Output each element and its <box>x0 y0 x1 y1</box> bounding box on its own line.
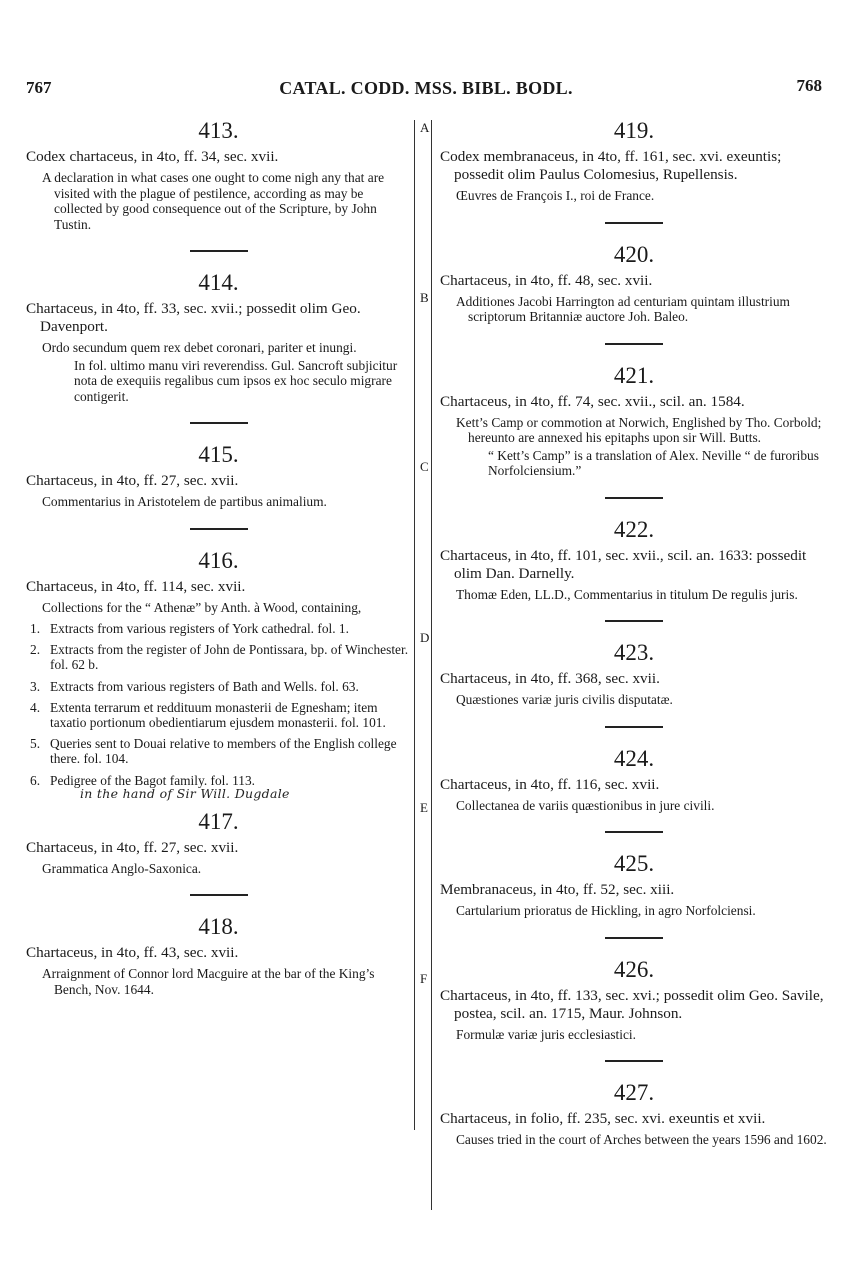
item-number: 1. <box>30 621 41 636</box>
entry-415 <box>26 442 411 510</box>
entry-description: Codex chartaceus, in 4to, ff. 34, sec. xvii. <box>26 148 279 165</box>
entry-separator <box>190 250 248 252</box>
entry-description: Chartaceus, in 4to, ff. 114, sec. xvii. <box>26 577 246 595</box>
entry-number: 424. <box>613 745 655 771</box>
margin-marker-c: C <box>420 459 429 474</box>
item-number: 2. <box>30 642 41 658</box>
entry-422 <box>440 517 828 603</box>
entry-separator <box>605 343 663 345</box>
entry-423 <box>440 640 828 708</box>
entry-description: Chartaceus, in 4to, ff. 33, sec. xvii.; possedit olim Geo. Davenport. <box>26 300 361 335</box>
running-head <box>26 78 826 104</box>
item-text: Extracts from various registers of York cathedral. fol. 1. <box>50 621 349 636</box>
entry-description: Chartaceus, in 4to, ff. 368, sec. xvii. <box>440 670 660 687</box>
margin-marker-a: A <box>420 120 430 135</box>
entry-content: Œuvres de François I., roi de France. <box>456 188 655 203</box>
handwritten-annotation: in the hand of Sir Will. Dugdale <box>80 785 290 801</box>
entry-number: 420. <box>613 241 655 267</box>
entry-content: Grammatica Anglo-Saxonica. <box>42 860 202 876</box>
item-number: 6. <box>30 772 41 788</box>
entry-note: In fol. ultimo manu viri reverendiss. Gul. Sancroft subjicitur nota de exequiis regalibus cum ipsos ex hoc seculo migrare contigerit. <box>74 357 398 404</box>
item-text: Extracts from various registers of Bath and Wells. fol. 63. <box>50 678 359 694</box>
entry-separator <box>190 422 248 424</box>
entry-421 <box>440 363 828 479</box>
entry-description: Chartaceus, in 4to, ff. 27, sec. xvii. <box>26 472 239 489</box>
entry-content: Kett’s Camp or commotion at Norwich, Englished by Tho. Corbold; hereunto are annexed his epitaphs upon sir Will. Butts. <box>456 414 822 445</box>
entry-content: Additiones Jacobi Harrington ad centuriam quintam illustrium scriptorum Britanniæ auctore Joh. Baleo. <box>456 293 790 324</box>
entry-separator <box>190 528 248 530</box>
entry-content: Collections for the “ Athenæ” by Anth. à Wood, containing, <box>42 599 362 615</box>
entry-414 <box>26 270 411 404</box>
entry-number: 418. <box>198 914 239 940</box>
entry-number: 417. <box>198 808 239 834</box>
entry-number: 416. <box>198 547 239 573</box>
entry-content: Cartularium prioratus de Hickling, in agro Norfolciensi. <box>456 903 756 918</box>
entry-number: 413. <box>198 118 239 143</box>
entry-418 <box>26 914 411 997</box>
item-text: Extenta terrarum et reddituum monasterii de Egnesham; item taxatio portionum obedientiarum ejusdem monasterii. fol. 101. <box>50 699 386 731</box>
entry-separator <box>605 497 663 499</box>
entry-content: Ordo secundum quem rex debet coronari, pariter et inungi. <box>42 340 357 355</box>
list-item <box>26 700 411 730</box>
entry-separator <box>190 894 248 896</box>
entry-number: 427. <box>613 1080 655 1105</box>
entry-content: Formulæ variæ juris ecclesiastici. <box>456 1026 636 1042</box>
entry-description: Chartaceus, in 4to, ff. 48, sec. xvii. <box>440 271 653 289</box>
entry-content: Causes tried in the court of Arches between the years 1596 and 1602. <box>456 1132 827 1147</box>
list-item <box>26 642 411 672</box>
entry-416 <box>26 548 411 801</box>
item-text: Queries sent to Douai relative to members of the English college there. fol. 104. <box>50 736 397 767</box>
margin-marker-d: D <box>420 630 430 645</box>
entry-number: 423. <box>613 640 655 665</box>
entry-number: 422. <box>613 516 655 542</box>
item-text: Pedigree of the Bagot family. fol. 113. <box>50 772 256 788</box>
item-number: 3. <box>30 678 41 694</box>
left-column <box>26 118 411 997</box>
margin-marker-f: F <box>420 971 428 986</box>
entry-427 <box>440 1080 828 1148</box>
left-page-number: 767 <box>26 78 52 97</box>
right-page-number: 768 <box>796 76 822 95</box>
catalogue-title: CATAL. CODD. MSS. BIBL. BODL. <box>279 78 573 98</box>
entry-content: A declaration in what cases one ought to come nigh any that are visited with the plague of pestilence, according as may be collected by good consequence out of the Scripture, by John Tustin. <box>42 170 385 232</box>
entry-description: Chartaceus, in 4to, ff. 133, sec. xvi.; possedit olim Geo. Savile, postea, scil. an. 1715, Maur. Johnson. <box>440 986 824 1022</box>
list-item <box>26 736 411 766</box>
entry-number: 421. <box>613 362 655 388</box>
entry-number: 426. <box>613 956 655 982</box>
entry-note: “ Kett’s Camp” is a translation of Alex. Neville “ de furoribus Norfolciensium.” <box>488 447 819 478</box>
entry-417 <box>26 809 411 877</box>
entry-description: Chartaceus, in 4to, ff. 74, sec. xvii., scil. an. 1584. <box>440 392 745 410</box>
entry-content: Quæstiones variæ juris civilis disputatæ. <box>456 692 673 707</box>
entry-separator <box>605 620 663 622</box>
item-number: 4. <box>30 699 41 715</box>
entry-number: 414. <box>198 270 239 295</box>
entry-separator <box>605 937 663 939</box>
entry-separator <box>605 831 663 833</box>
entry-426 <box>440 957 828 1043</box>
column-rule-center <box>431 120 432 1210</box>
entry-description: Codex membranaceus, in 4to, ff. 161, sec. xvi. exeuntis; possedit olim Paulus Colomesius, Rupellensis. <box>440 148 782 183</box>
entry-424 <box>440 746 828 814</box>
entry-separator <box>605 222 663 224</box>
item-number: 5. <box>30 736 41 752</box>
list-item <box>26 679 411 694</box>
list-item <box>26 773 411 788</box>
entry-content: Thomæ Eden, LL.D., Commentarius in titulum De regulis juris. <box>456 586 798 602</box>
entry-419 <box>440 118 828 204</box>
entry-description: Chartaceus, in 4to, ff. 27, sec. xvii. <box>26 838 239 856</box>
entry-number: 415. <box>198 442 239 467</box>
entry-content: Arraignment of Connor lord Macguire at the bar of the King’s Bench, Nov. 1644. <box>42 966 375 997</box>
list-item <box>26 621 411 636</box>
entry-number: 419. <box>613 118 655 143</box>
entry-description: Chartaceus, in folio, ff. 235, sec. xvi. exeuntis et xvii. <box>440 1110 766 1127</box>
entry-description: Membranaceus, in 4to, ff. 52, sec. xiii. <box>440 881 675 898</box>
item-text: Extracts from the register of John de Pontissara, bp. of Winchester. fol. 62 b. <box>50 642 409 673</box>
margin-marker-e: E <box>420 800 428 815</box>
margin-marker-b: B <box>420 290 429 305</box>
right-column <box>440 118 828 1148</box>
entry-425 <box>440 851 828 919</box>
entry-separator <box>605 726 663 728</box>
entry-description: Chartaceus, in 4to, ff. 101, sec. xvii., scil. an. 1633: possedit olim Dan. Darnelly. <box>440 546 807 582</box>
entry-413 <box>26 118 411 232</box>
entry-separator <box>605 1060 663 1062</box>
entry-content: Collectanea de variis quæstionibus in jure civili. <box>456 797 715 813</box>
entry-content: Commentarius in Aristotelem de partibus animalium. <box>42 494 327 509</box>
column-rule-left <box>414 120 415 1130</box>
entry-description: Chartaceus, in 4to, ff. 116, sec. xvii. <box>440 775 660 793</box>
entry-420 <box>440 242 828 325</box>
entry-description: Chartaceus, in 4to, ff. 43, sec. xvii. <box>26 944 239 962</box>
entry-number: 425. <box>613 851 655 876</box>
